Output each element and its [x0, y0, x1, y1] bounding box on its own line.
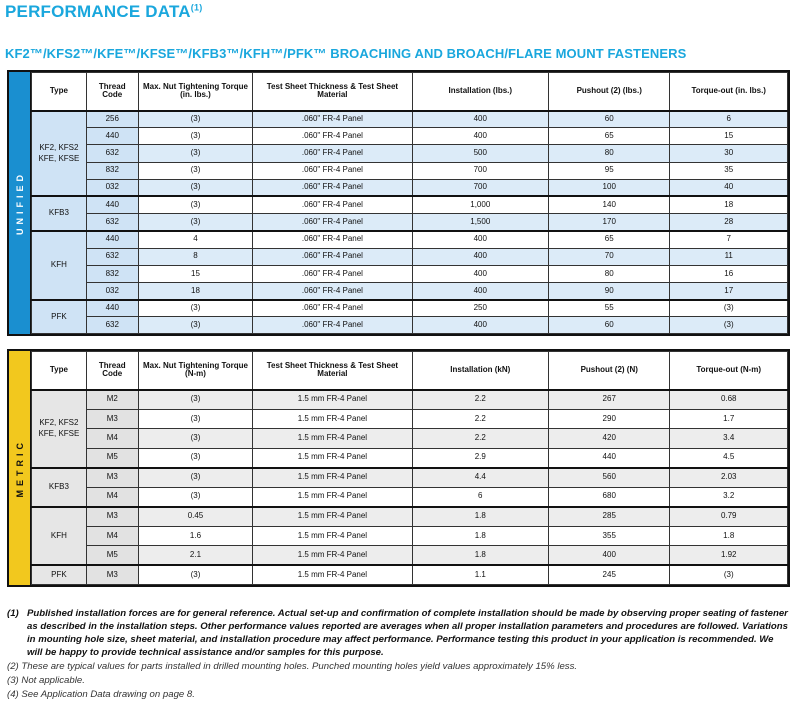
test-sheet-cell: .060" FR-4 Panel [253, 231, 412, 248]
table-row [32, 429, 788, 449]
table-row [32, 282, 788, 299]
pushout-cell: 90 [549, 282, 670, 299]
thread-code-cell: 632 [86, 248, 138, 265]
torque-out-cell: 16 [670, 265, 788, 282]
installation-cell: 400 [412, 111, 548, 128]
max-nut-torque-cell: 1.6 [138, 526, 253, 546]
footnotes [7, 608, 791, 703]
header-pushout: Pushout (2) (N) [549, 352, 670, 390]
test-sheet-cell: .060" FR-4 Panel [253, 128, 412, 145]
thread-code-cell: 256 [86, 111, 138, 128]
test-sheet-cell: 1.5 mm FR-4 Panel [253, 448, 412, 468]
installation-cell: 400 [412, 265, 548, 282]
footnote-2: (2) These are typical values for parts installed in drilled mounting holes. Punched mounting holes yield values approximately 15% less. [7, 660, 578, 672]
unified-table-container [7, 70, 790, 336]
max-nut-torque-cell: (3) [138, 565, 253, 585]
table-row [32, 162, 788, 179]
table-row [32, 128, 788, 145]
pushout-cell: 65 [549, 128, 670, 145]
footnote-1-text: Published installation forces are for general reference. Actual set-up and confirmation of complete installation should be made by observing proper seating of fastener as described in the installation steps. Other performance values reported are averages when all proper installation parameters and procedures are followed. Variations in mounting hole size, sheet material, and installation procedure may affect performance. Performance testing this product in your application is recommended. We will be happy to provide technical assistance and/or samples for this purpose. [27, 608, 788, 658]
installation-cell: 1,500 [412, 214, 548, 231]
installation-cell: 700 [412, 162, 548, 179]
footnote-4: (4) See Application Data drawing on page 8. [7, 688, 195, 700]
max-nut-torque-cell: (3) [138, 162, 253, 179]
pushout-cell: 60 [549, 317, 670, 334]
type-cell [32, 300, 87, 334]
test-sheet-cell: .060" FR-4 Panel [253, 145, 412, 162]
test-sheet-cell: .060" FR-4 Panel [253, 179, 412, 196]
pushout-cell: 140 [549, 196, 670, 213]
torque-out-cell: 3.2 [670, 487, 788, 507]
test-sheet-cell: .060" FR-4 Panel [253, 248, 412, 265]
table-row [32, 111, 788, 128]
table-row [32, 526, 788, 546]
max-nut-torque-cell: (3) [138, 145, 253, 162]
metric-performance-table [31, 351, 788, 585]
pushout-cell: 60 [549, 111, 670, 128]
max-nut-torque-cell: (3) [138, 468, 253, 488]
table-row [32, 196, 788, 213]
type-cell [32, 468, 87, 507]
thread-code-cell: M3 [86, 507, 138, 527]
pushout-cell: 70 [549, 248, 670, 265]
installation-cell: 500 [412, 145, 548, 162]
torque-out-cell: 7 [670, 231, 788, 248]
unified-performance-table [31, 72, 788, 334]
metric-band-label: METRIC [14, 438, 25, 498]
torque-out-cell: 11 [670, 248, 788, 265]
thread-code-cell: 832 [86, 162, 138, 179]
table-row [32, 145, 788, 162]
thread-code-cell: 032 [86, 179, 138, 196]
torque-out-cell: 18 [670, 196, 788, 213]
type-label: PFK [51, 311, 67, 321]
torque-out-cell: 1.8 [670, 526, 788, 546]
thread-code-cell: M3 [86, 468, 138, 488]
thread-code-cell: M3 [86, 409, 138, 429]
installation-cell: 400 [412, 231, 548, 248]
thread-code-cell: M4 [86, 487, 138, 507]
installation-cell: 2.2 [412, 390, 548, 410]
max-nut-torque-cell: 15 [138, 265, 253, 282]
unified-header-row [32, 73, 788, 111]
test-sheet-cell: .060" FR-4 Panel [253, 196, 412, 213]
table-row [32, 231, 788, 248]
max-nut-torque-cell: (3) [138, 128, 253, 145]
table-row [32, 468, 788, 488]
thread-code-cell: 632 [86, 145, 138, 162]
pushout-cell: 560 [549, 468, 670, 488]
torque-out-cell: 1.92 [670, 546, 788, 566]
pushout-cell: 95 [549, 162, 670, 179]
installation-cell: 1,000 [412, 196, 548, 213]
test-sheet-cell: .060" FR-4 Panel [253, 111, 412, 128]
max-nut-torque-cell: (3) [138, 214, 253, 231]
header-type: Type [32, 73, 87, 111]
max-nut-torque-cell: 0.45 [138, 507, 253, 527]
table-row [32, 390, 788, 410]
thread-code-cell: 440 [86, 196, 138, 213]
max-nut-torque-cell: (3) [138, 111, 253, 128]
installation-cell: 4.4 [412, 468, 548, 488]
thread-code-cell: 632 [86, 214, 138, 231]
header-thread-code: Thread Code [86, 352, 138, 390]
installation-cell: 1.8 [412, 546, 548, 566]
installation-cell: 1.1 [412, 565, 548, 585]
torque-out-cell: 40 [670, 179, 788, 196]
header-torque-out: Torque-out (in. lbs.) [670, 73, 788, 111]
table-row [32, 317, 788, 334]
pushout-cell: 170 [549, 214, 670, 231]
torque-out-cell: 3.4 [670, 429, 788, 449]
table-row [32, 448, 788, 468]
header-installation: Installation (kN) [412, 352, 548, 390]
pushout-cell: 400 [549, 546, 670, 566]
metric-table-container [7, 349, 790, 587]
torque-out-cell: (3) [670, 317, 788, 334]
installation-cell: 2.2 [412, 409, 548, 429]
thread-code-cell: 632 [86, 317, 138, 334]
footnote-1 [7, 608, 791, 660]
pushout-cell: 100 [549, 179, 670, 196]
max-nut-torque-cell: (3) [138, 390, 253, 410]
test-sheet-cell: .060" FR-4 Panel [253, 317, 412, 334]
type-label: KFB3 [48, 481, 69, 491]
header-test-sheet: Test Sheet Thickness & Test Sheet Material [253, 73, 412, 111]
table-row [32, 214, 788, 231]
unified-band-label: UNIFIED [14, 171, 25, 235]
type-cell [32, 390, 87, 468]
test-sheet-cell: 1.5 mm FR-4 Panel [253, 409, 412, 429]
type-label: KFH [50, 530, 67, 540]
header-installation: Installation (lbs.) [412, 73, 548, 111]
torque-out-cell: 6 [670, 111, 788, 128]
header-thread-code: Thread Code [86, 73, 138, 111]
thread-code-cell: 032 [86, 282, 138, 299]
test-sheet-cell: .060" FR-4 Panel [253, 282, 412, 299]
page-title-text: PERFORMANCE DATA [5, 2, 191, 21]
thread-code-cell: M3 [86, 565, 138, 585]
test-sheet-cell: 1.5 mm FR-4 Panel [253, 390, 412, 410]
test-sheet-cell: .060" FR-4 Panel [253, 265, 412, 282]
test-sheet-cell: 1.5 mm FR-4 Panel [253, 526, 412, 546]
max-nut-torque-cell: 4 [138, 231, 253, 248]
header-type: Type [32, 352, 87, 390]
type-label: KFE, KFSE [38, 429, 80, 438]
table-row [32, 179, 788, 196]
table-row [32, 487, 788, 507]
metric-header-row [32, 352, 788, 390]
pushout-cell: 80 [549, 265, 670, 282]
pushout-cell: 290 [549, 409, 670, 429]
test-sheet-cell: 1.5 mm FR-4 Panel [253, 487, 412, 507]
pushout-cell: 285 [549, 507, 670, 527]
test-sheet-cell: 1.5 mm FR-4 Panel [253, 546, 412, 566]
installation-cell: 400 [412, 128, 548, 145]
test-sheet-cell: .060" FR-4 Panel [253, 162, 412, 179]
thread-code-cell: 832 [86, 265, 138, 282]
max-nut-torque-cell: (3) [138, 179, 253, 196]
max-nut-torque-cell: 18 [138, 282, 253, 299]
torque-out-cell: 15 [670, 128, 788, 145]
test-sheet-cell: 1.5 mm FR-4 Panel [253, 565, 412, 585]
max-nut-torque-cell: 2.1 [138, 546, 253, 566]
pushout-cell: 355 [549, 526, 670, 546]
max-nut-torque-cell: (3) [138, 429, 253, 449]
page-title [5, 2, 202, 22]
installation-cell: 400 [412, 282, 548, 299]
max-nut-torque-cell: (3) [138, 448, 253, 468]
thread-code-cell: M4 [86, 526, 138, 546]
header-test-sheet: Test Sheet Thickness & Test Sheet Material [253, 352, 412, 390]
pushout-cell: 245 [549, 565, 670, 585]
pushout-cell: 80 [549, 145, 670, 162]
header-max-nut-torque: Max. Nut Tightening Torque (N-m) [138, 352, 253, 390]
pushout-cell: 440 [549, 448, 670, 468]
type-label: KF2, KFS2 [39, 142, 79, 152]
section-title: KF2™/KFS2™/KFE™/KFSE™/KFB3™/KFH™/PFK™ BROACHING AND BROACH/FLARE MOUNT FASTENERS [5, 46, 687, 61]
max-nut-torque-cell: (3) [138, 487, 253, 507]
test-sheet-cell: .060" FR-4 Panel [253, 300, 412, 317]
header-pushout: Pushout (2) (lbs.) [549, 73, 670, 111]
type-cell [32, 507, 87, 566]
test-sheet-cell: 1.5 mm FR-4 Panel [253, 468, 412, 488]
pushout-cell: 267 [549, 390, 670, 410]
thread-code-cell: 440 [86, 300, 138, 317]
max-nut-torque-cell: (3) [138, 409, 253, 429]
type-label: KFE, KFSE [38, 153, 80, 163]
installation-cell: 2.9 [412, 448, 548, 468]
type-cell [32, 111, 87, 197]
table-row [32, 507, 788, 527]
metric-side-band [9, 351, 31, 585]
footnote-1-number: (1) [7, 608, 19, 619]
table-row [32, 546, 788, 566]
torque-out-cell: 4.5 [670, 448, 788, 468]
thread-code-cell: M4 [86, 429, 138, 449]
thread-code-cell: M5 [86, 546, 138, 566]
table-row [32, 565, 788, 585]
installation-cell: 1.8 [412, 526, 548, 546]
pushout-cell: 55 [549, 300, 670, 317]
torque-out-cell: 28 [670, 214, 788, 231]
installation-cell: 1.8 [412, 507, 548, 527]
type-cell [32, 196, 87, 230]
header-max-nut-torque: Max. Nut Tightening Torque (in. lbs.) [138, 73, 253, 111]
installation-cell: 400 [412, 248, 548, 265]
installation-cell: 250 [412, 300, 548, 317]
type-label: KFH [50, 259, 67, 269]
thread-code-cell: M5 [86, 448, 138, 468]
max-nut-torque-cell: (3) [138, 300, 253, 317]
installation-cell: 400 [412, 317, 548, 334]
table-row [32, 248, 788, 265]
unified-side-band [9, 72, 31, 334]
installation-cell: 700 [412, 179, 548, 196]
page-title-footnote-ref: (1) [190, 2, 203, 13]
type-cell [32, 565, 87, 585]
torque-out-cell: 1.7 [670, 409, 788, 429]
torque-out-cell: 0.79 [670, 507, 788, 527]
thread-code-cell: 440 [86, 128, 138, 145]
thread-code-cell: 440 [86, 231, 138, 248]
torque-out-cell: 2.03 [670, 468, 788, 488]
max-nut-torque-cell: (3) [138, 196, 253, 213]
type-label: KFB3 [48, 208, 69, 218]
table-row [32, 300, 788, 317]
installation-cell: 6 [412, 487, 548, 507]
table-row [32, 409, 788, 429]
type-label: KF2, KFS2 [39, 417, 79, 427]
type-cell [32, 231, 87, 300]
thread-code-cell: M2 [86, 390, 138, 410]
torque-out-cell: (3) [670, 300, 788, 317]
test-sheet-cell: .060" FR-4 Panel [253, 214, 412, 231]
torque-out-cell: (3) [670, 565, 788, 585]
installation-cell: 2.2 [412, 429, 548, 449]
type-label: PFK [51, 569, 67, 579]
max-nut-torque-cell: 8 [138, 248, 253, 265]
max-nut-torque-cell: (3) [138, 317, 253, 334]
header-torque-out: Torque-out (N-m) [670, 352, 788, 390]
pushout-cell: 420 [549, 429, 670, 449]
footnote-3: (3) Not applicable. [7, 674, 85, 686]
torque-out-cell: 17 [670, 282, 788, 299]
table-row [32, 265, 788, 282]
pushout-cell: 65 [549, 231, 670, 248]
pushout-cell: 680 [549, 487, 670, 507]
test-sheet-cell: 1.5 mm FR-4 Panel [253, 429, 412, 449]
torque-out-cell: 35 [670, 162, 788, 179]
test-sheet-cell: 1.5 mm FR-4 Panel [253, 507, 412, 527]
torque-out-cell: 30 [670, 145, 788, 162]
torque-out-cell: 0.68 [670, 390, 788, 410]
